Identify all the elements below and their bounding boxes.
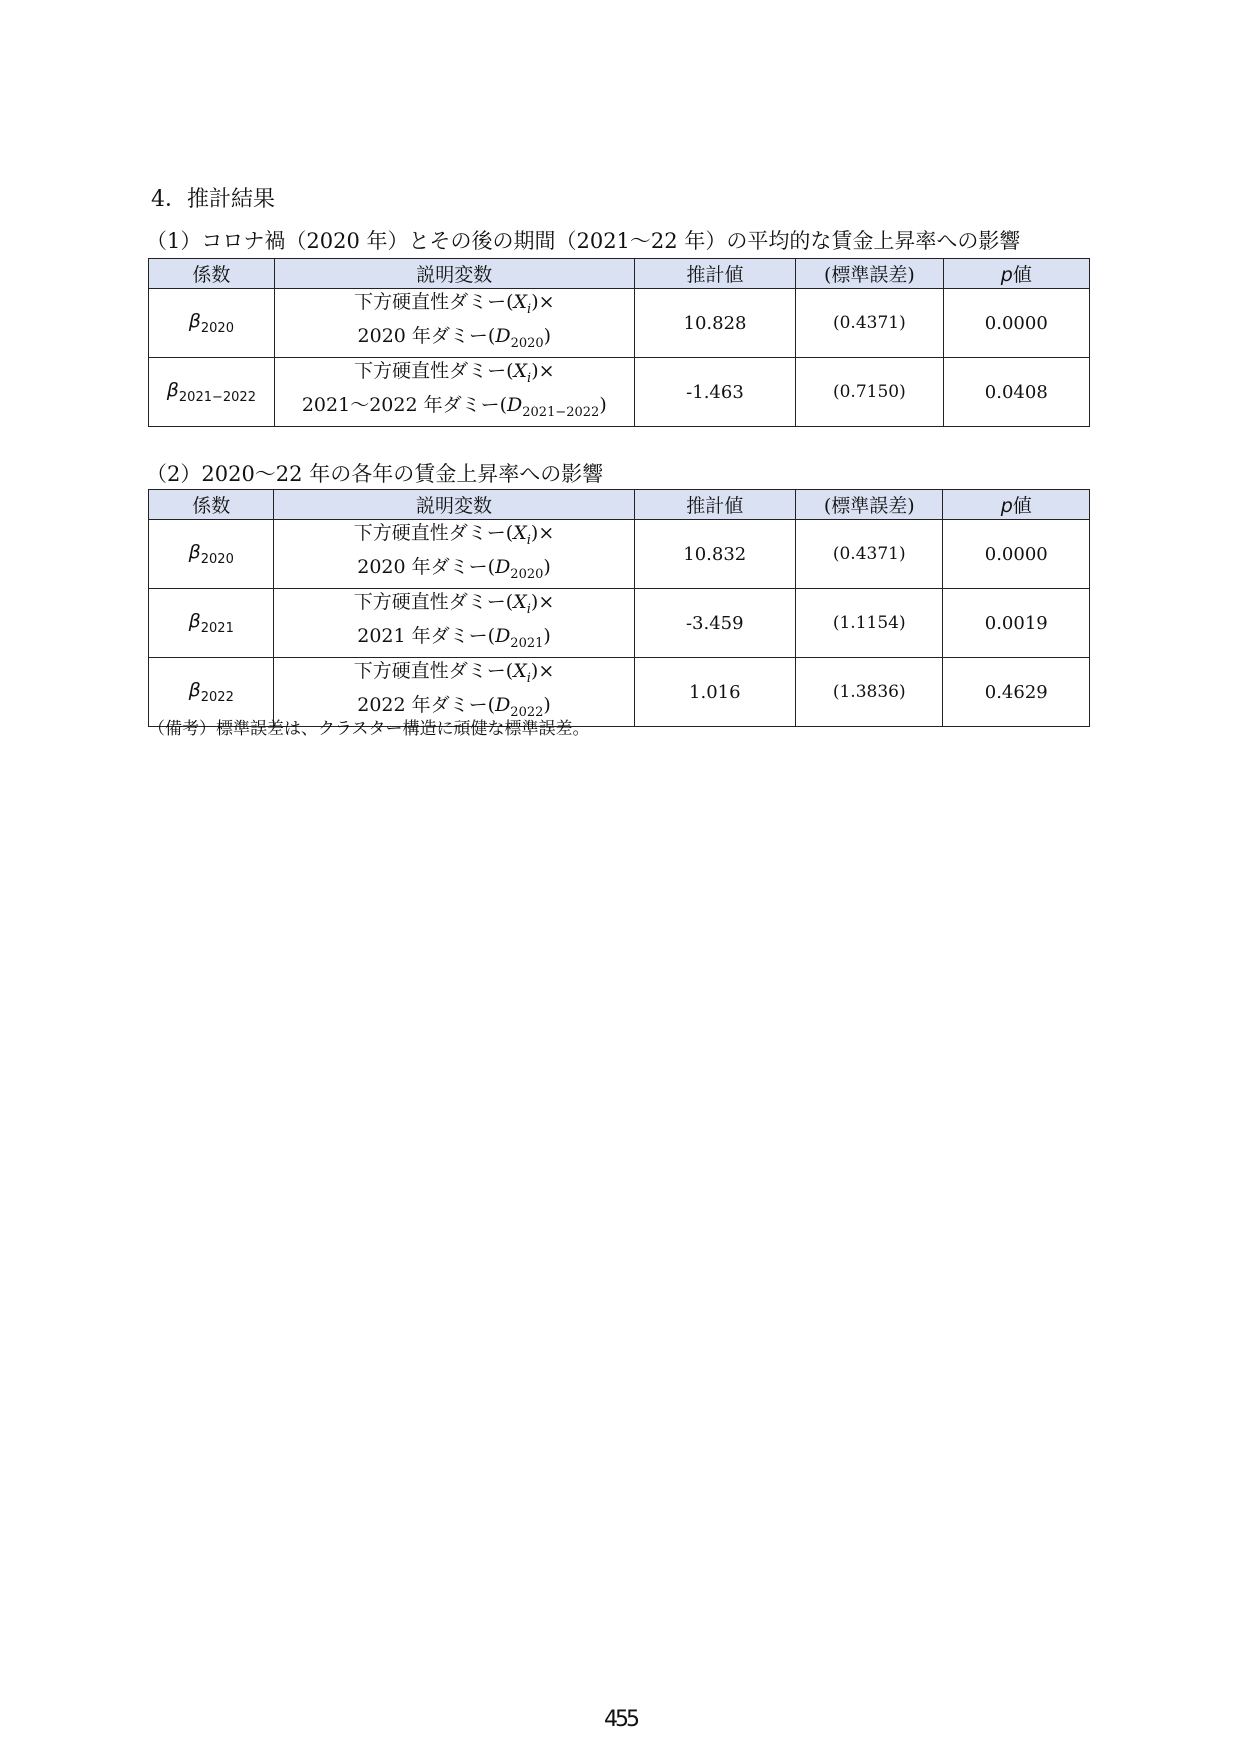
std-error-cell: (1.1154) — [795, 589, 943, 658]
estimate-cell: 10.832 — [634, 520, 795, 589]
header-variable: 説明変数 — [274, 259, 634, 289]
var-line2-sub: 2020 — [510, 336, 544, 351]
header-p-value — [943, 490, 1090, 520]
variable-cell — [274, 589, 634, 658]
p-symbol: p — [1000, 495, 1013, 517]
header-coef: 係数 — [149, 259, 275, 289]
variable-cell — [274, 358, 634, 427]
estimate-cell: -1.463 — [634, 358, 795, 427]
var-line1-end: )× — [530, 591, 555, 613]
header-std-error: (標準誤差) — [796, 259, 943, 289]
var-line1-end: )× — [530, 522, 555, 544]
p-symbol: p — [1000, 264, 1013, 286]
var-line2-text: 2020 年ダミー( — [357, 556, 496, 578]
var-line1-end: )× — [531, 360, 555, 382]
var-line1-math: X — [513, 291, 528, 313]
std-error-cell: (0.7150) — [796, 358, 943, 427]
var-line1-end: )× — [531, 291, 555, 313]
header-std-error: (標準誤差) — [795, 490, 943, 520]
p-value-cell: 0.0408 — [943, 358, 1089, 427]
coef-subscript: 2021−2022 — [178, 390, 256, 405]
header-variable: 説明変数 — [274, 490, 634, 520]
header-estimate: 推計値 — [634, 259, 795, 289]
coef-cell — [149, 289, 275, 358]
var-line2-end: ) — [543, 625, 551, 647]
header-p-value — [943, 259, 1089, 289]
results-table-1 — [148, 258, 1090, 427]
var-line1-text: 下方硬直性ダミー( — [354, 291, 514, 313]
var-line2-math: D — [507, 394, 523, 416]
coef-subscript: 2022 — [200, 690, 234, 705]
coef-cell — [149, 520, 274, 589]
estimate-cell: 10.828 — [634, 289, 795, 358]
var-line2-end: ) — [543, 556, 551, 578]
section-heading: 4．推計結果 — [151, 187, 275, 212]
coef-symbol: β — [188, 610, 201, 632]
coef-symbol: β — [188, 541, 201, 563]
coef-symbol: β — [166, 379, 179, 401]
var-line1-sub: i — [526, 602, 531, 617]
p-label: 値 — [1012, 264, 1032, 286]
p-value-cell: 0.0000 — [943, 520, 1090, 589]
var-line1-end: )× — [530, 660, 555, 682]
var-line2-sub: 2020 — [510, 567, 544, 582]
table1-caption: （1）コロナ禍（2020 年）とその後の期間（2021～22 年）の平均的な賃金上昇率への影響 — [146, 229, 1021, 253]
estimate-cell: 1.016 — [634, 658, 795, 727]
variable-cell — [274, 289, 634, 358]
coef-subscript: 2021 — [200, 621, 234, 636]
var-line2-math: D — [495, 625, 511, 647]
var-line1-math: X — [513, 360, 528, 382]
var-line2-end: ) — [543, 694, 551, 716]
var-line2-text: 2022 年ダミー( — [357, 694, 496, 716]
var-line1-math: X — [513, 591, 527, 613]
std-error-cell: (1.3836) — [795, 658, 943, 727]
header-coef: 係数 — [149, 490, 274, 520]
p-value-cell: 0.4629 — [943, 658, 1090, 727]
var-line2-text: 2021～2022 年ダミー( — [301, 394, 508, 416]
coef-cell — [149, 589, 274, 658]
std-error-cell: (0.4371) — [795, 520, 943, 589]
var-line1-text: 下方硬直性ダミー( — [353, 591, 514, 613]
page-number: 455 — [604, 1707, 637, 1732]
var-line2-sub: 2021 — [510, 636, 544, 651]
table-row — [149, 358, 1090, 427]
coef-subscript: 2020 — [200, 552, 234, 567]
coef-symbol: β — [188, 679, 201, 701]
var-line2-math: D — [495, 325, 511, 347]
var-line1-math: X — [513, 660, 527, 682]
table2-caption: （2）2020～22 年の各年の賃金上昇率への影響 — [146, 462, 604, 486]
table-header-row — [149, 259, 1090, 289]
var-line1-math: X — [513, 522, 527, 544]
table-row — [149, 289, 1090, 358]
header-estimate: 推計値 — [634, 490, 795, 520]
var-line1-sub: i — [526, 533, 531, 548]
var-line1-sub: i — [526, 671, 531, 686]
variable-cell — [274, 520, 634, 589]
table-header-row — [149, 490, 1090, 520]
p-value-cell: 0.0019 — [943, 589, 1090, 658]
var-line2-math: D — [495, 556, 511, 578]
coef-symbol: β — [188, 310, 201, 332]
var-line2-math: D — [495, 694, 511, 716]
var-line1-text: 下方硬直性ダミー( — [353, 660, 514, 682]
var-line2-sub: 2021−2022 — [522, 405, 600, 420]
var-line1-text: 下方硬直性ダミー( — [354, 360, 514, 382]
estimate-cell: -3.459 — [634, 589, 795, 658]
var-line1-sub: i — [527, 302, 532, 317]
var-line2-sub: 2022 — [510, 705, 544, 720]
std-error-cell: (0.4371) — [796, 289, 943, 358]
p-label: 値 — [1012, 495, 1032, 517]
var-line2-text: 2021 年ダミー( — [357, 625, 496, 647]
p-value-cell: 0.0000 — [943, 289, 1089, 358]
table-row — [149, 589, 1090, 658]
coef-cell — [149, 358, 275, 427]
var-line1-sub: i — [527, 371, 532, 386]
table-row — [149, 520, 1090, 589]
coef-subscript: 2020 — [200, 321, 234, 336]
var-line2-text: 2020 年ダミー( — [357, 325, 496, 347]
var-line2-end: ) — [543, 325, 552, 347]
var-line2-end: ) — [599, 394, 607, 416]
results-table-2 — [148, 489, 1090, 727]
var-line1-text: 下方硬直性ダミー( — [353, 522, 514, 544]
remarks-note: （備考）標準誤差は、クラスター構造に頑健な標準誤差。 — [148, 719, 590, 739]
